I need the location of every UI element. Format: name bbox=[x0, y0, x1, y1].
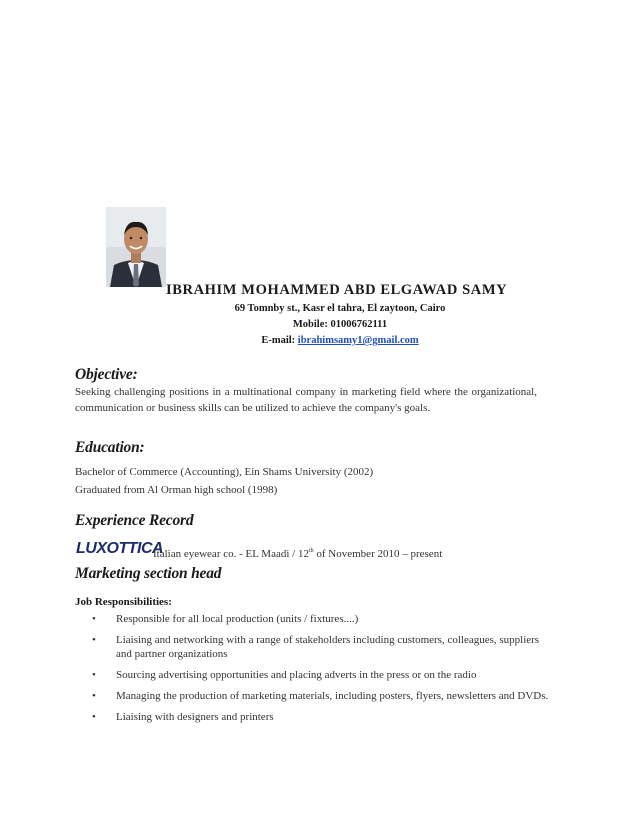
experience-heading: Experience Record bbox=[75, 512, 194, 529]
email-link[interactable]: ibrahimsamy1@gmail.com bbox=[297, 335, 419, 346]
list-item bbox=[92, 612, 552, 626]
email-label: E-mail: bbox=[261, 335, 298, 346]
company-dates: of November 2010 – present bbox=[313, 548, 443, 560]
bullet-icon: • bbox=[92, 669, 96, 681]
date-suffix: th bbox=[308, 548, 314, 554]
list-item bbox=[92, 689, 552, 703]
list-item bbox=[92, 668, 552, 682]
profile-photo bbox=[106, 207, 166, 287]
list-item-text: Responsible for all local production (units / fixtures....) bbox=[116, 613, 359, 625]
education-heading: Education: bbox=[75, 439, 145, 456]
luxottica-logo bbox=[75, 538, 164, 557]
svg-text:LUXOTTICA: LUXOTTICA bbox=[76, 540, 164, 557]
list-item-text: Managing the production of marketing materials, including posters, flyers, newsletters and DVDs. bbox=[116, 690, 549, 702]
bullet-icon: • bbox=[92, 690, 96, 702]
responsibilities-list bbox=[92, 612, 552, 731]
company-line bbox=[153, 548, 442, 560]
objective-text: Seeking challenging positions in a multinational company in marketing field where the organizational, communication or business skills can be utilized to achieve the company's goals. bbox=[75, 386, 537, 414]
list-item bbox=[92, 633, 552, 661]
email-line bbox=[150, 335, 530, 346]
mobile-number: Mobile: 01006762111 bbox=[292, 319, 388, 330]
applicant-name: IBRAHIM MOHAMMED ABD ELGAWAD SAMY bbox=[166, 282, 508, 298]
luxottica-logo-icon bbox=[75, 538, 164, 557]
education-item: Graduated from Al Orman high school (1998) bbox=[75, 484, 278, 496]
bullet-icon: • bbox=[92, 613, 96, 625]
bullet-icon: • bbox=[92, 711, 96, 723]
list-item-text: Liaising with designers and printers bbox=[116, 711, 274, 723]
role-heading: Marketing section head bbox=[75, 565, 222, 582]
education-item: Bachelor of Commerce (Accounting), Ein Shams University (2002) bbox=[75, 466, 374, 478]
company-text: Italian eyewear co. - EL Maadi / 12 bbox=[153, 548, 309, 560]
bullet-icon: • bbox=[92, 634, 96, 646]
person-photo-icon bbox=[106, 207, 166, 287]
list-item-text: Liaising and networking with a range of stakeholders including customers, colleagues, suppliers and partner organizations bbox=[116, 634, 540, 660]
list-item-text: Sourcing advertising opportunities and placing adverts in the press or on the radio bbox=[116, 669, 477, 681]
objective-heading: Objective: bbox=[75, 366, 138, 383]
responsibilities-label: Job Responsibilities: bbox=[75, 596, 172, 608]
address: 69 Tomnby st., Kasr el tahra, El zaytoon, Cairo bbox=[234, 303, 446, 314]
list-item bbox=[92, 710, 552, 724]
